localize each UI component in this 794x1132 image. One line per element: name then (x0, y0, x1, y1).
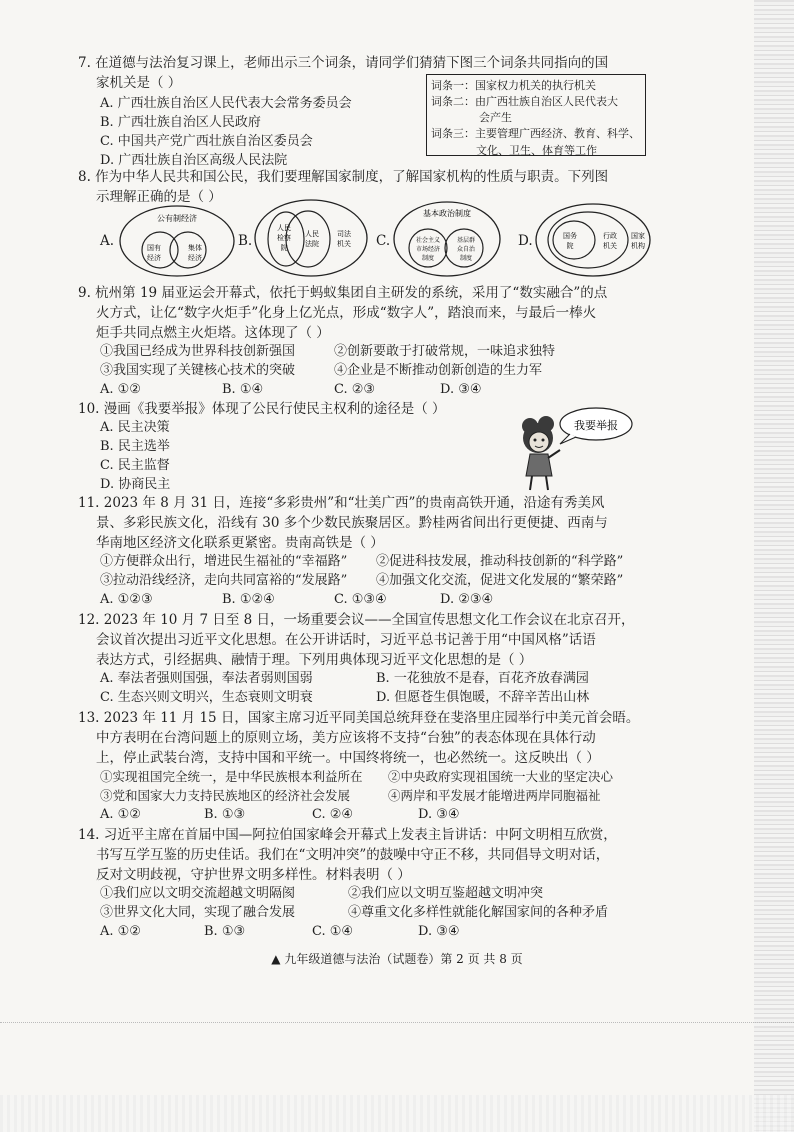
svg-text:国家: 国家 (631, 232, 645, 240)
scan-dotted-line (0, 1022, 794, 1024)
q11-statement-1: ①方便群众出行，增进民生福祉的“幸福路” (100, 554, 348, 569)
q13-statement-2: ②中央政府实现祖国统一大业的坚定决心 (388, 769, 614, 784)
q9-stem-line2: 火方式，让亿“数字火炬手”化身上亿光点，形成“数字人”，踏浪而来，与最后一棒火 (96, 305, 597, 321)
q13-option-d: D. ③④ (418, 807, 460, 822)
svg-text:制度: 制度 (459, 255, 473, 262)
q11-statement-3: ③拉动沿线经济，走向共同富裕的“发展路” (100, 573, 348, 588)
q11-option-c: C. ①③④ (334, 592, 387, 607)
q7-clue-2b: 会产生 (479, 111, 512, 124)
q8-letter-d: D. (518, 233, 533, 249)
q9-option-a: A. ①② (100, 382, 141, 397)
q8c-outer-label: 基本政治制度 (423, 209, 471, 218)
q10-option-b: B. 民主选举 (100, 439, 170, 454)
q10-cartoon (508, 404, 634, 494)
q7-clue-3b: 文化、卫生、体育等工作 (476, 144, 597, 157)
q9-option-b: B. ①④ (222, 382, 264, 397)
q7-clue-2: 词条二：由广西壮族自治区人民代表大 (431, 95, 618, 108)
svg-text:集体: 集体 (188, 244, 202, 252)
q14-stem-line2: 书写互学互鉴的历史佳话。我们在“文明冲突”的鼓噪中守正不移，共同倡导文明对话， (96, 847, 610, 863)
q8-letter-a: A. (100, 233, 115, 249)
q13-option-a: A. ①② (100, 807, 141, 822)
q9-statement-2: ②创新要敢于打破常规，一味追求独特 (334, 344, 556, 359)
svg-text:基层群: 基层群 (456, 237, 476, 244)
q13-statement-1: ①实现祖国完全统一，是中华民族根本利益所在 (100, 769, 363, 784)
q7-option-d: D. 广西壮族自治区高级人民法院 (100, 153, 288, 168)
q14-option-b: B. ①③ (204, 924, 246, 939)
svg-text:制度: 制度 (421, 255, 435, 262)
q9-option-c: C. ②③ (334, 382, 376, 397)
svg-text:人民: 人民 (305, 230, 319, 238)
svg-text:社会主义: 社会主义 (415, 237, 441, 244)
q12-option-c: C. 生态兴则文明兴，生态衰则文明衰 (100, 690, 313, 705)
q14-statement-1: ①我们应以文明交流超越文明隔阂 (100, 886, 296, 901)
q11-stem-line1: 11. 2023 年 8 月 31 日，连接“多彩贵州”和“壮美广西”的贵南高铁开通，沿途有秀美风 (78, 495, 605, 511)
q8a-outer-label: 公有制经济 (157, 214, 197, 223)
q11-option-d: D. ②③④ (440, 592, 494, 607)
svg-text:众自治: 众自治 (456, 246, 476, 253)
q14-stem-line3: 反对文明歧视，守护世界文明多样性。材料表明（ ） (96, 867, 411, 883)
svg-text:经济: 经济 (188, 254, 202, 262)
q14-option-d: D. ③④ (418, 924, 460, 939)
q13-statement-3: ③党和国家大力支持民族地区的经济社会发展 (100, 788, 351, 803)
q13-option-b: B. ①③ (204, 807, 246, 822)
q9-statement-4: ④企业是不断推动创新创造的生力军 (334, 363, 543, 378)
q8-stem-line1: 8. 作为中华人民共和国公民，我们要理解国家制度，了解国家机构的性质与职责。下列图 (78, 169, 609, 185)
svg-text:机构: 机构 (631, 242, 645, 250)
q12-stem-line3: 表达方式，引经据典、融情于理。下列用典体现习近平文化思想的是（ ） (96, 652, 533, 668)
q14-statement-4: ④尊重文化多样性就能化解国家间的各种矛盾 (348, 905, 609, 920)
svg-text:国有: 国有 (147, 244, 161, 252)
q7-option-b: B. 广西壮族自治区人民政府 (100, 115, 261, 130)
q7-clue-3: 词条三：主要管理广西经济、教育、科学、 (431, 127, 640, 140)
q8-letter-b: B. (238, 233, 253, 249)
q7-option-c: C. 中国共产党广西壮族自治区委员会 (100, 134, 313, 149)
q11-option-b: B. ①②④ (222, 592, 275, 607)
q9-stem-line3: 炬手共同点燃主火炬塔。这体现了（ ） (96, 325, 330, 341)
svg-text:机关: 机关 (337, 240, 351, 248)
q12-option-d: D. 但愿苍生俱饱暖，不辞辛苦出山林 (376, 690, 590, 705)
q14-option-c: C. ①④ (312, 924, 354, 939)
q10-option-d: D. 协商民主 (100, 477, 171, 492)
q14-statement-3: ③世界文化大同，实现了融合发展 (100, 905, 296, 920)
q9-stem-line1: 9. 杭州第 19 届亚运会开幕式，依托于蚂蚁集团自主研发的系统，采用了“数实融合”的点 (78, 285, 608, 301)
q12-stem-line2: 会议首次提出习近平文化思想。在公开讲话时，习近平总书记善于用“中国风格”话语 (96, 632, 596, 648)
svg-text:司法: 司法 (337, 230, 351, 238)
q14-stem-line1: 14. 习近平主席在首届中国—阿拉伯国家峰会开幕式上发表主旨讲话：中阿文明相互欣赏， (78, 827, 617, 843)
svg-text:市场经济: 市场经济 (415, 246, 441, 253)
q8-diagram-b (252, 198, 370, 282)
q8-diagram-a (118, 204, 236, 282)
q12-stem-line1: 12. 2023 年 10 月 7 日至 8 日，一场重要会议——全国宣传思想文化工作会议在北京召开， (78, 612, 635, 628)
q13-statement-4: ④两岸和平发展才能增进两岸同胞福祉 (388, 788, 601, 803)
svg-text:经济: 经济 (147, 254, 161, 262)
svg-text:法院: 法院 (305, 240, 319, 248)
q13-stem-line2: 中方表明在台湾问题上的原则立场，美方应该将不支持“台独”的表态体现在具体行动 (96, 730, 596, 746)
q9-option-d: D. ③④ (440, 382, 482, 397)
svg-text:国务: 国务 (563, 232, 577, 240)
q8-diagram-c (392, 200, 502, 282)
q11-stem-line3: 华南地区经济文化联系更紧密。贵南高铁是（ ） (96, 535, 384, 551)
q7-option-a: A. 广西壮族自治区人民代表大会常务委员会 (100, 96, 352, 111)
scan-bottom-noise (0, 1095, 794, 1132)
q10-option-a: A. 民主决策 (100, 420, 170, 435)
q12-option-a: A. 奉法者强则国强，奉法者弱则国弱 (100, 671, 313, 686)
svg-text:人民: 人民 (277, 224, 291, 232)
svg-text:院: 院 (566, 242, 574, 250)
q10-option-c: C. 民主监督 (100, 458, 170, 473)
q11-statement-4: ④加强文化交流，促进文化发展的“繁荣路” (376, 573, 624, 588)
q7-clue-1: 词条一：国家权力机关的执行机关 (431, 79, 596, 92)
q10-stem: 10. 漫画《我要举报》体现了公民行使民主权利的途径是（ ） (78, 401, 446, 417)
svg-text:院: 院 (280, 244, 288, 252)
q7-stem-line2: 家机关是（ ） (96, 75, 182, 91)
svg-text:检察: 检察 (277, 234, 291, 242)
q14-option-a: A. ①② (100, 924, 141, 939)
q8-stem-line2: 示理解正确的是（ ） (96, 189, 222, 205)
q13-stem-line1: 13. 2023 年 11 月 15 日，国家主席习近平同美国总统拜登在斐洛里庄园举行中美元首会晤。 (78, 710, 640, 726)
q10-speech-bubble: 我要举报 (574, 419, 618, 432)
q12-option-b: B. 一花独放不是春，百花齐放春满园 (376, 671, 589, 686)
q13-stem-line3: 上，停止武装台湾，支持中国和平统一。中国终将统一，也必然统一。这反映出（ ） (96, 750, 600, 766)
q11-stem-line2: 景、多彩民族文化，沿线有 30 多个少数民族聚居区。黔桂两省间出行更便捷、西南与 (96, 515, 608, 531)
q8-diagram-d (534, 202, 652, 282)
q13-option-c: C. ②④ (312, 807, 354, 822)
q11-option-a: A. ①②③ (100, 592, 153, 607)
q11-statement-2: ②促进科技发展，推动科技创新的“科学路” (376, 554, 624, 569)
q14-statement-2: ②我们应以文明互鉴超越文明冲突 (348, 886, 544, 901)
q9-statement-1: ①我国已经成为世界科技创新强国 (100, 344, 296, 359)
page-footer: ▲ 九年级道德与法治（试题卷）第 2 页 共 8 页 (271, 952, 523, 966)
q7-stem-line1: 7. 在道德与法治复习课上，老师出示三个词条，请同学们猜猜下图三个词条共同指向的国 (78, 55, 609, 71)
q8-letter-c: C. (376, 233, 391, 249)
svg-text:行政: 行政 (603, 232, 617, 240)
q9-statement-3: ③我国实现了关键核心技术的突破 (100, 363, 296, 378)
svg-text:机关: 机关 (603, 242, 617, 250)
